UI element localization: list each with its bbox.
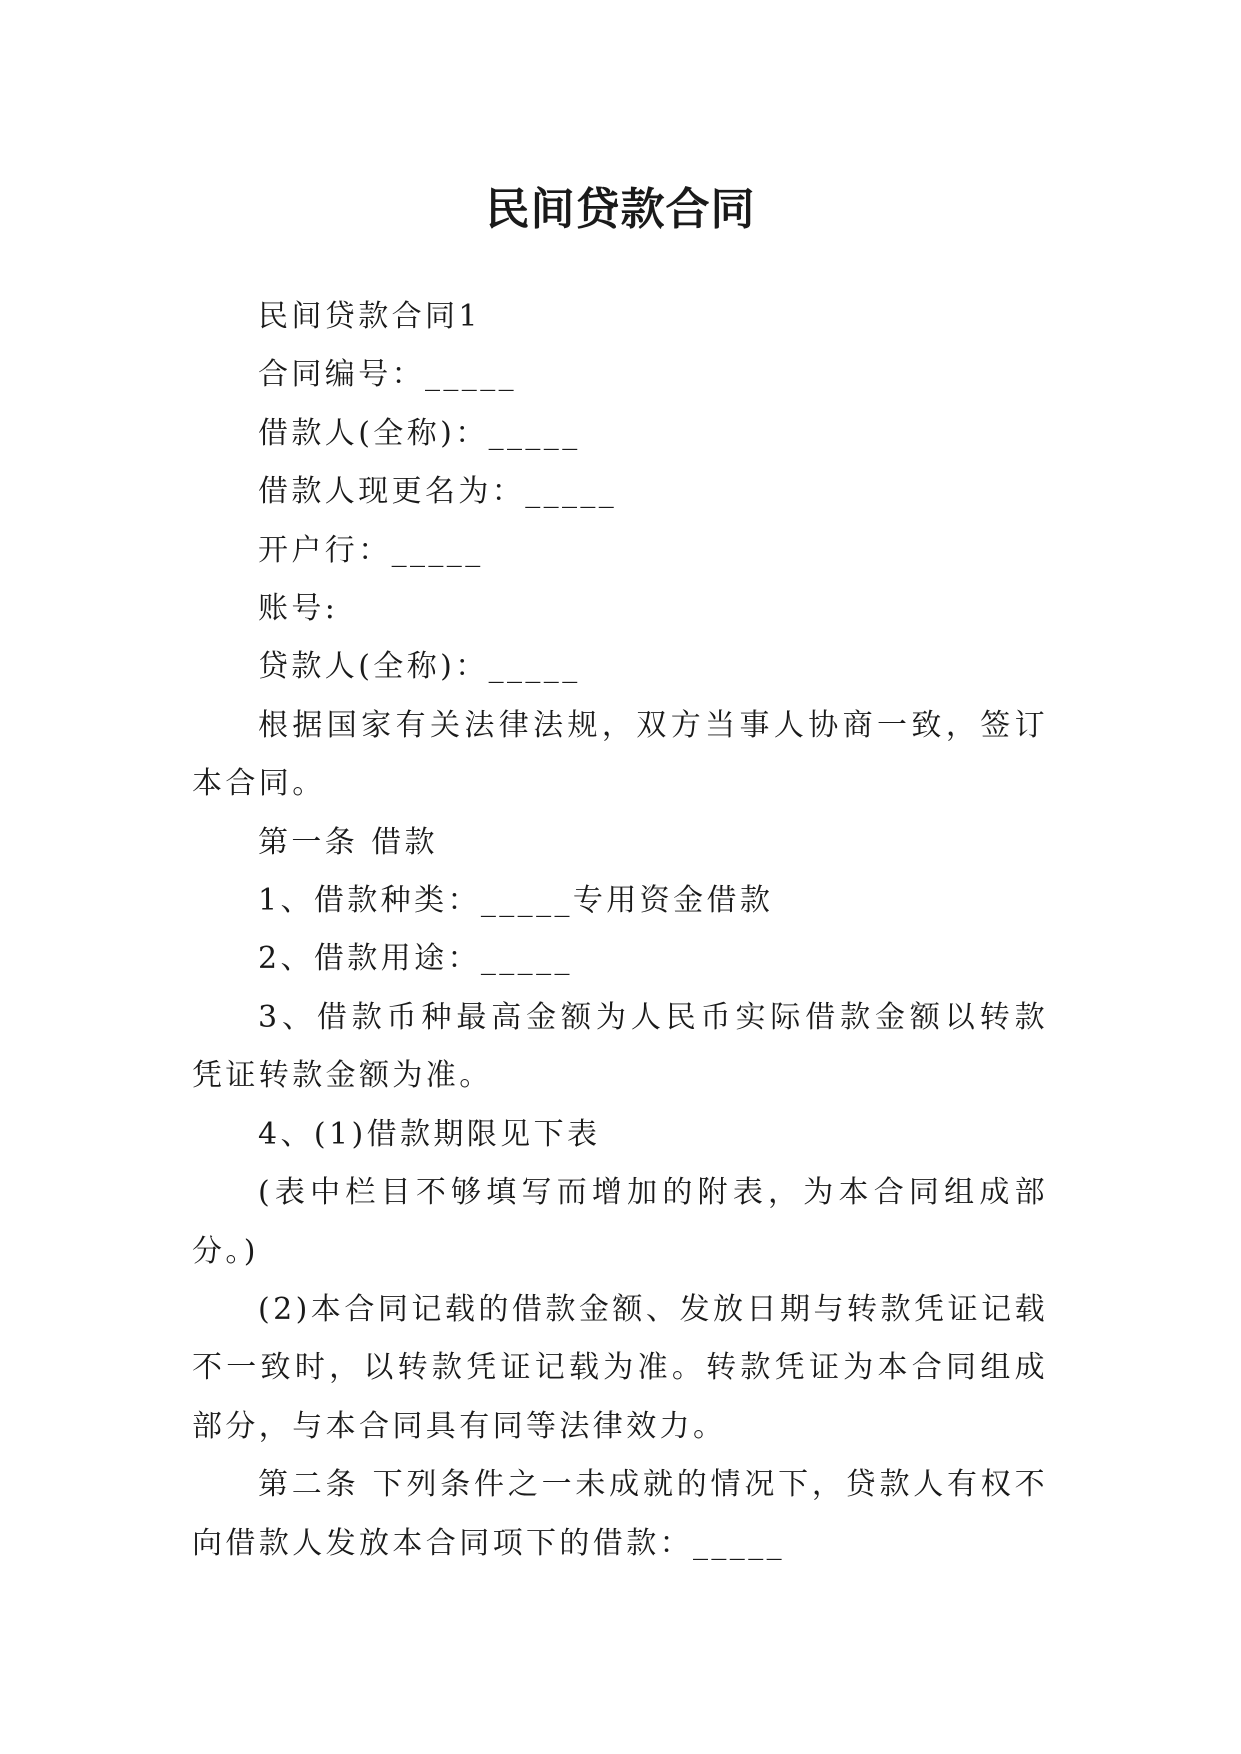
document-title: 民间贷款合同	[485, 184, 756, 236]
paragraph-loan-purpose: 2、借款用途：_____	[258, 941, 573, 977]
paragraph-contract-heading: 民间贷款合同1	[258, 299, 481, 334]
document-body	[192, 288, 1048, 1573]
paragraph-borrower-name: 借款人(全称)：_____	[258, 415, 581, 451]
paragraph-contract-number: 合同编号：_____	[258, 357, 517, 393]
paragraph-record-discrepancy: (2)本合同记载的借款金额、发放日期与转款凭证记载不一致时，以转款凭证记载为准。转款凭证为本合同组成部分，与本合同具有同等法律效力。	[192, 1291, 1048, 1444]
paragraph-borrower-rename: 借款人现更名为：_____	[258, 474, 618, 510]
paragraph-loan-type: 1、借款种类：_____专用资金借款	[258, 883, 774, 919]
paragraph-article-2: 第二条 下列条件之一未成就的情况下，贷款人有权不向借款人发放本合同项下的借款：_____	[192, 1467, 1048, 1561]
paragraph-account: 账号:	[258, 591, 339, 627]
paragraph-preamble: 根据国家有关法律法规，双方当事人协商一致，签订本合同。	[192, 707, 1048, 802]
paragraph-article-1: 第一条 借款	[258, 824, 438, 860]
paragraph-table-note: (表中栏目不够填写而增加的附表，为本合同组成部分。)	[192, 1175, 1048, 1269]
paragraph-lender-name: 贷款人(全称)：_____	[258, 649, 581, 685]
paragraph-loan-term: 4、(1)借款期限见下表	[258, 1116, 601, 1152]
paragraph-loan-currency: 3、借款币种最高金额为人民币实际借款金额以转款凭证转款金额为准。	[192, 999, 1048, 1094]
paragraph-bank: 开户行：_____	[258, 532, 484, 568]
